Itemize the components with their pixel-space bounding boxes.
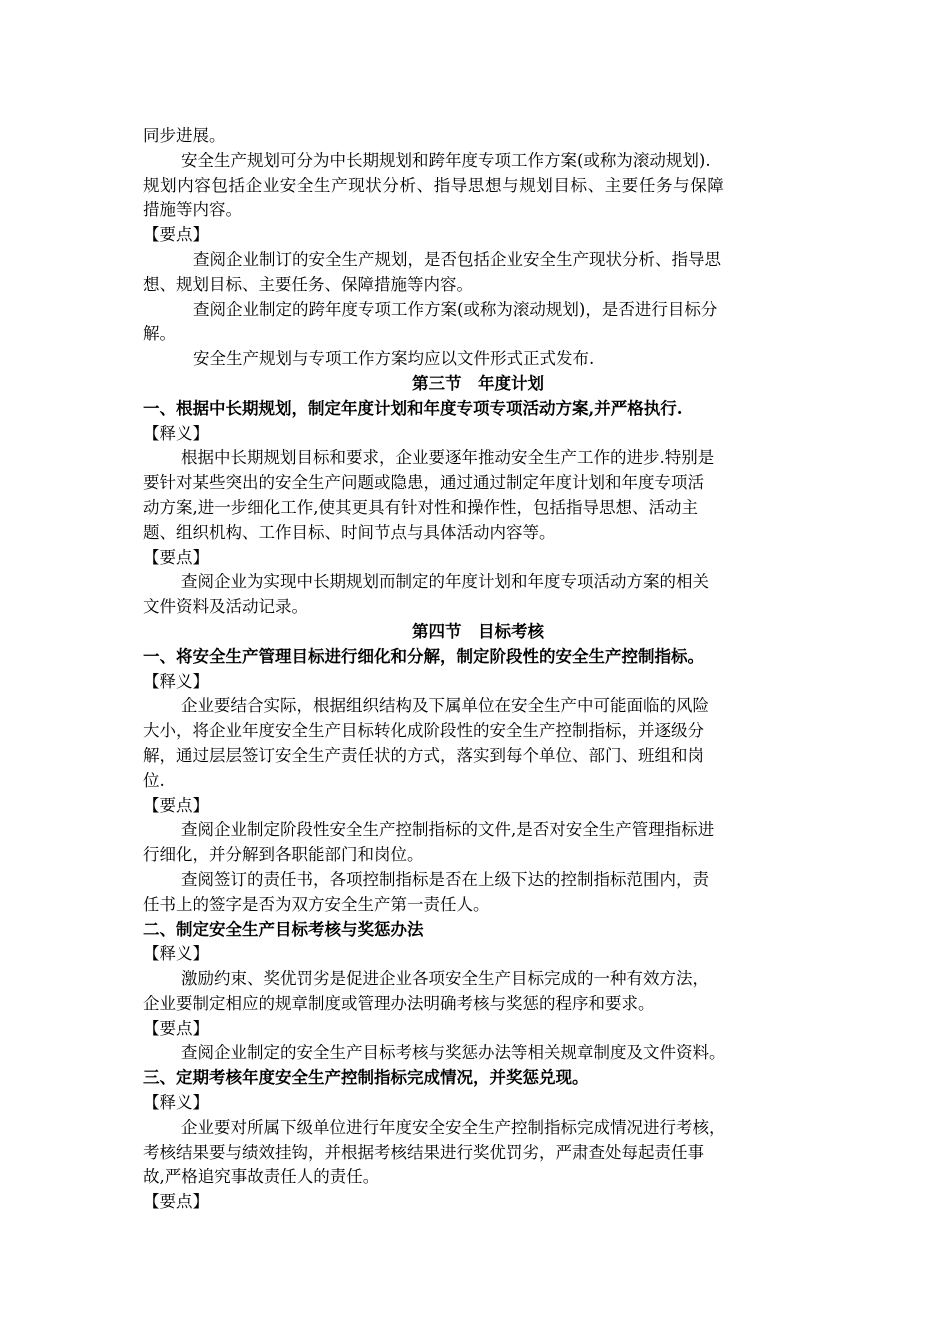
section-marker: 【要点】: [143, 1192, 209, 1212]
item-heading: 一、将安全生产管理目标进行细化和分解，制定阶段性的安全生产控制指标。: [143, 646, 704, 666]
text-line: 文件资料及活动记录。: [143, 597, 308, 617]
section-marker: 【释义】: [143, 423, 209, 443]
section-marker: 【释义】: [143, 944, 209, 964]
item-heading: 三、定期考核年度安全生产控制指标完成情况，并奖惩兑现。: [143, 1068, 589, 1088]
text-line: 要针对某些突出的安全生产问题或隐患，通过通过制定年度计划和年度专项活: [143, 473, 704, 493]
text-line: 企业要制定相应的规章制度或管理办法明确考核与奖惩的程序和要求。: [143, 993, 655, 1013]
text-line: 激励约束、奖优罚劣是促进企业各项安全生产目标完成的一种有效方法，: [181, 969, 709, 989]
text-line: 安全生产规划可分为中长期规划和跨年度专项工作方案(或称为滚动规划).: [181, 150, 711, 170]
text-line: 根据中长期规划目标和要求，企业要逐年推动安全生产工作的进步.特别是: [181, 448, 715, 468]
section-marker: 【要点】: [143, 547, 209, 567]
text-line: 查阅签订的责任书，各项控制指标是否在上级下达的控制指标范围内，责: [181, 869, 709, 889]
text-line: 想、规划目标、主要任务、保障措施等内容。: [143, 274, 473, 294]
section-marker: 【要点】: [143, 795, 209, 815]
text-line: 规划内容包括企业安全生产现状分析、指导思想与规划目标、主要任务与保障: [143, 175, 725, 195]
text-line: 大小，将企业年度安全生产目标转化成阶段性的安全生产控制指标，并逐级分: [143, 721, 704, 741]
section-marker: 【要点】: [143, 1018, 209, 1038]
text-line: 考核结果要与绩效挂钩，并根据考核结果进行奖优罚劣，严肃查处每起责任事: [143, 1142, 704, 1162]
text-line: 查阅企业制订的安全生产规划，是否包括企业安全生产现状分析、指导思: [193, 249, 721, 269]
text-line: 措施等内容。: [143, 200, 242, 220]
text-line: 查阅企业制定的安全生产目标考核与奖惩办法等相关规章制度及文件资料。: [181, 1043, 726, 1063]
section-heading: 第三节 年度计划: [412, 373, 544, 393]
text-line: 行细化，并分解到各职能部门和岗位。: [143, 845, 424, 865]
text-line: 查阅企业为实现中长期规划而制定的年度计划和年度专项活动方案的相关: [181, 572, 709, 592]
section-marker: 【要点】: [143, 225, 209, 245]
text-line: 同步进展。: [143, 126, 226, 145]
text-line: 解，通过层层签订安全生产责任状的方式，落实到每个单位、部门、班组和岗: [143, 745, 704, 765]
document-page: [143, 124, 813, 1215]
text-line: 题、组织机构、工作目标、时间节点与具体活动内容等。: [143, 522, 556, 542]
text-line: 企业要对所属下级单位进行年度安全安全生产控制指标完成情况进行考核，: [181, 1117, 726, 1137]
section-heading: 第四节 目标考核: [412, 621, 544, 641]
text-line: 位.: [143, 770, 165, 790]
text-line: 查阅企业制定的跨年度专项工作方案(或称为滚动规划)，是否进行目标分: [193, 299, 718, 319]
text-line: 解。: [143, 324, 176, 344]
text-line: 企业要结合实际，根据组织结构及下属单位在安全生产中可能面临的风险: [181, 696, 709, 716]
text-line: 安全生产规划与专项工作方案均应以文件形式正式发布.: [193, 349, 595, 369]
text-line: 故,严格追究事故责任人的责任。: [143, 1167, 380, 1187]
text-line: 查阅企业制定阶段性安全生产控制指标的文件,是否对安全生产管理指标进: [181, 820, 715, 840]
text-line: 任书上的签字是否为双方安全生产第一责任人。: [143, 894, 490, 914]
item-heading: 一、根据中长期规划，制定年度计划和年度专项专项活动方案,并严格执行.: [143, 398, 683, 418]
item-heading: 二、制定安全生产目标考核与奖惩办法: [143, 919, 424, 939]
text-line: 动方案,进一步细化工作,使其更具有针对性和操作性，包括指导思想、活动主: [143, 497, 698, 517]
section-marker: 【释义】: [143, 671, 209, 691]
section-marker: 【释义】: [143, 1093, 209, 1113]
